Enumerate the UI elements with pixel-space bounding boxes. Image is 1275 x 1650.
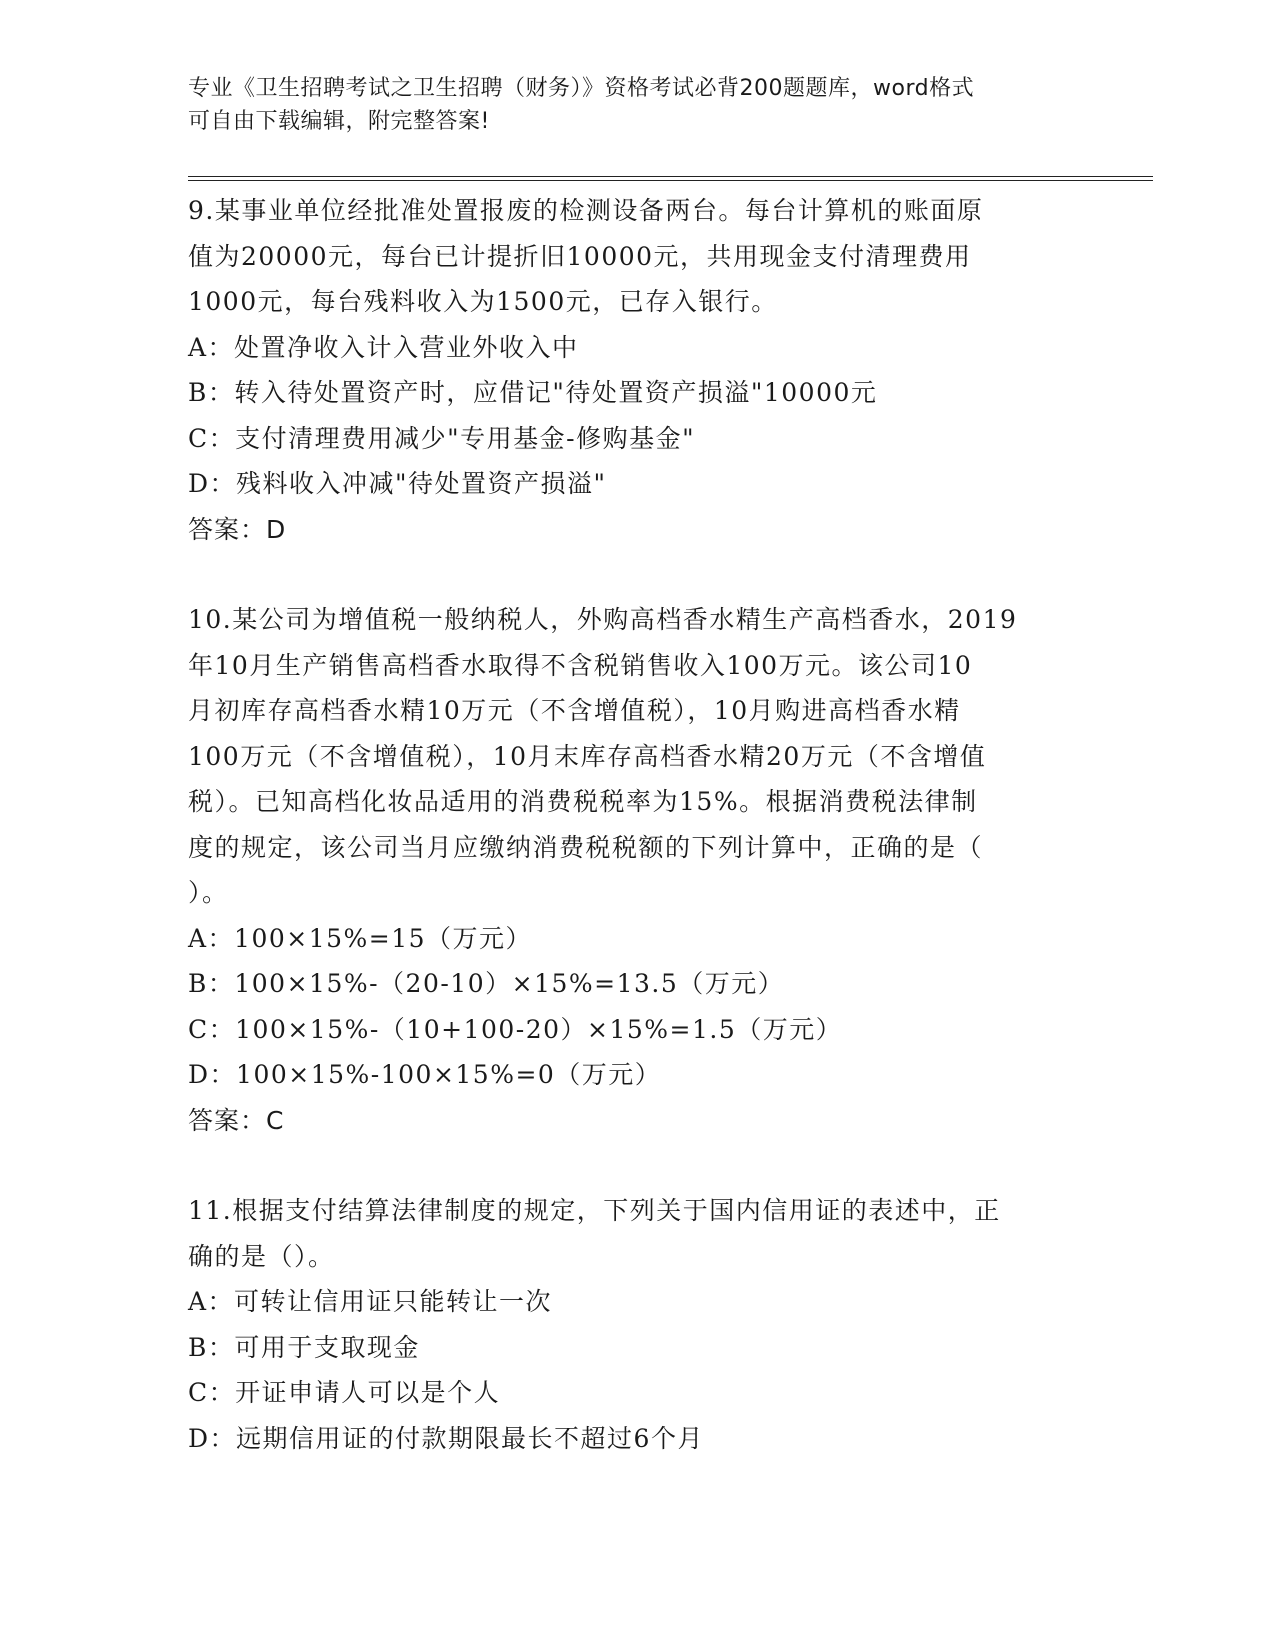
question-stem-line: 1000元，每台残料收入为1500元，已存入银行。 (188, 287, 778, 316)
question-stem-line: 度的规定，该公司当月应缴纳消费税税额的下列计算中，正确的是（ (188, 832, 984, 862)
option-b: B：100×15%-（20-10）×15%=13.5（万元） (188, 969, 785, 998)
question-spacer (188, 552, 1088, 597)
question-10 (188, 597, 1088, 1143)
question-list (188, 188, 1088, 1461)
question-stem-line: 值为20000元，每台已计提折旧10000元，共用现金支付清理费用 (188, 241, 972, 271)
question-stem-line: 100万元（不含增值税），10月末库存高档香水精20万元（不含增值 (188, 741, 987, 771)
option-b: B：可用于支取现金 (188, 1332, 420, 1362)
option-d: D：100×15%-100×15%=0（万元） (188, 1060, 662, 1089)
question-stem-line: ）。 (188, 878, 229, 907)
option-a: A：100×15%=15（万元） (188, 923, 533, 953)
question-stem-line: 9.某事业单位经批准处置报废的检测设备两台。每台计算机的账面原 (188, 196, 984, 225)
question-stem-line: 11.根据支付结算法律制度的规定，下列关于国内信用证的表述中，正 (188, 1196, 1001, 1225)
question-spacer (188, 1143, 1088, 1188)
option-d: D：残料收入冲减"待处置资产损溢" (188, 469, 607, 498)
option-c: C：开证申请人可以是个人 (188, 1378, 501, 1407)
question-stem-line: 月初库存高档香水精10万元（不含增值税），10月购进高档香水精 (188, 696, 961, 725)
question-11 (188, 1188, 1088, 1461)
header-line-1: 专业《卫生招聘考试之卫生招聘（财务）》资格考试必背200题题库，word格式 (188, 76, 975, 101)
option-d: D：远期信用证的付款期限最长不超过6个月 (188, 1423, 704, 1453)
document-header (188, 72, 1068, 138)
question-stem-line: 确的是（）。 (188, 1241, 335, 1271)
question-stem-line: 10.某公司为增值税一般纳税人，外购高档香水精生产高档香水，2019 (188, 605, 1018, 634)
option-c: C：100×15%-（10+100-20）×15%=1.5（万元） (188, 1014, 843, 1044)
option-c: C：支付清理费用减少"专用基金-修购基金" (188, 423, 696, 453)
question-stem-line: 年10月生产销售高档香水取得不含税销售收入100万元。该公司10 (188, 650, 973, 680)
answer: 答案：C (188, 1105, 285, 1135)
question-9 (188, 188, 1088, 552)
option-a: A：处置净收入计入营业外收入中 (188, 332, 579, 362)
question-stem-line: 税）。已知高档化妆品适用的消费税税率为15%。根据消费税法律制 (188, 787, 978, 816)
header-divider (188, 176, 1153, 181)
option-b: B：转入待处置资产时，应借记"待处置资产损溢"10000元 (188, 378, 878, 407)
option-a: A：可转让信用证只能转让一次 (188, 1287, 553, 1316)
answer: 答案：D (188, 514, 287, 544)
header-line-2: 可自由下载编辑，附完整答案! (188, 109, 490, 134)
